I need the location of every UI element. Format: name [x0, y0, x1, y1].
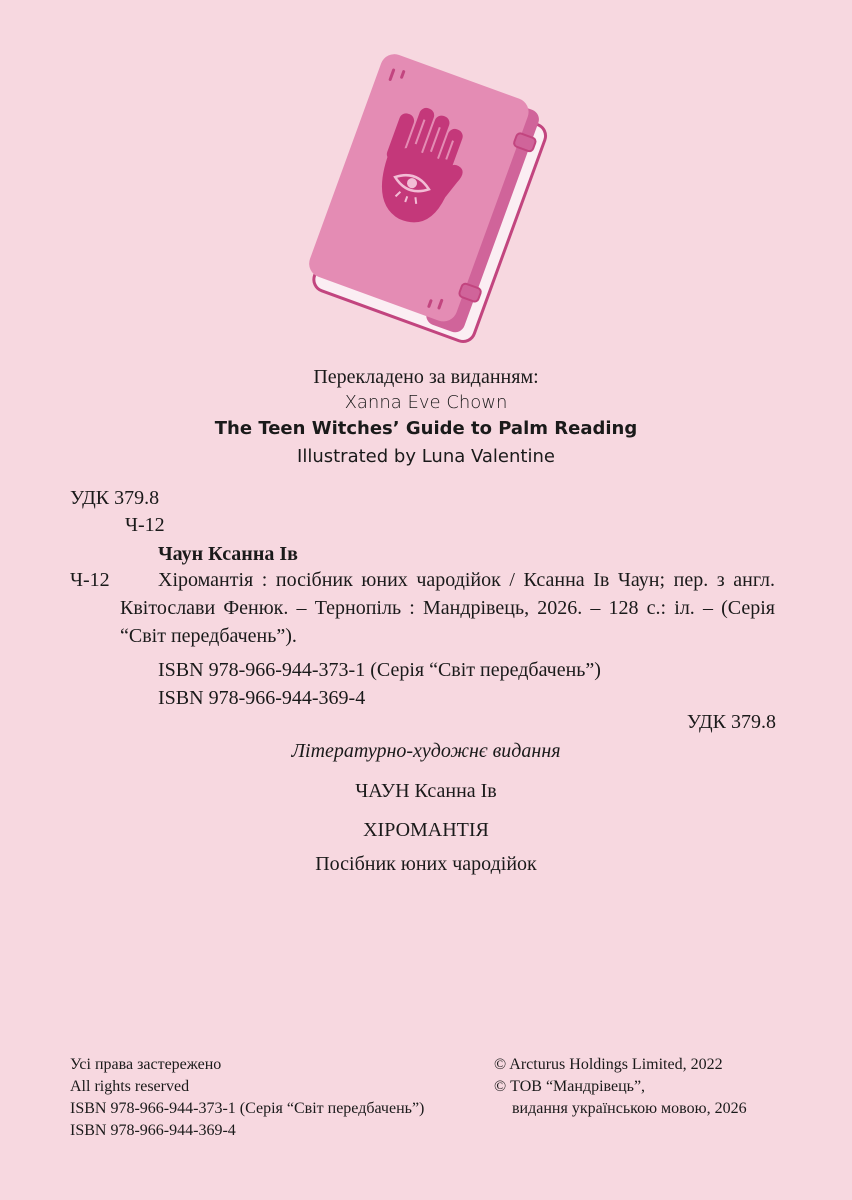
- udk-code-right: УДК 379.8: [686, 711, 776, 733]
- edition-title: ХІРОМАНТІЯ: [363, 819, 489, 841]
- catalog-code-left: Ч-12: [70, 569, 110, 591]
- catalog-author-heading: Чаун Ксанна Ів: [158, 543, 298, 565]
- catalog-isbn-series: ISBN 978-966-944-373-1 (Серія “Світ передбачень”): [158, 659, 601, 681]
- footer-copyright-original: © Arcturus Holdings Limited, 2022: [494, 1056, 723, 1073]
- catalog-isbn: ISBN 978-966-944-369-4: [158, 687, 366, 709]
- edition-genre: Літературно-художнє видання: [291, 740, 561, 762]
- footer-rights-en: All rights reserved: [70, 1078, 190, 1095]
- footer-copyright-edition: видання українською мовою, 2026: [512, 1100, 747, 1117]
- catalog-description: Хіромантія : посібник юних чародійок / Ксанна Ів Чаун; пер. з англ. Квітослави Фенюк. – Тернопіль : Мандрівець, 2026. – 128 с.: іл. – (Серія “Світ передбачень”).: [120, 569, 775, 647]
- original-illustrator: Illustrated by Luna Valentine: [297, 446, 555, 467]
- udk-code: УДК 379.8: [70, 487, 160, 509]
- original-author: Xanna Eve Chown: [344, 392, 508, 413]
- footer-isbn-series: ISBN 978-966-944-373-1 (Серія “Світ передбачень”): [70, 1100, 425, 1117]
- edition-author: ЧАУН Ксанна Ів: [355, 780, 497, 802]
- footer-isbn: ISBN 978-966-944-369-4: [70, 1122, 236, 1139]
- edition-subtitle: Посібник юних чародійок: [315, 853, 537, 875]
- author-sign-code: Ч-12: [125, 514, 165, 536]
- original-edition-intro: Перекладено за виданням:: [313, 366, 539, 388]
- book-palm-illustration: [290, 44, 580, 354]
- original-title: The Teen Witches’ Guide to Palm Reading: [214, 418, 638, 439]
- footer-copyright-publisher: © ТОВ “Мандрівець”,: [494, 1078, 646, 1095]
- footer-rights-ua: Усі права застережено: [70, 1056, 222, 1073]
